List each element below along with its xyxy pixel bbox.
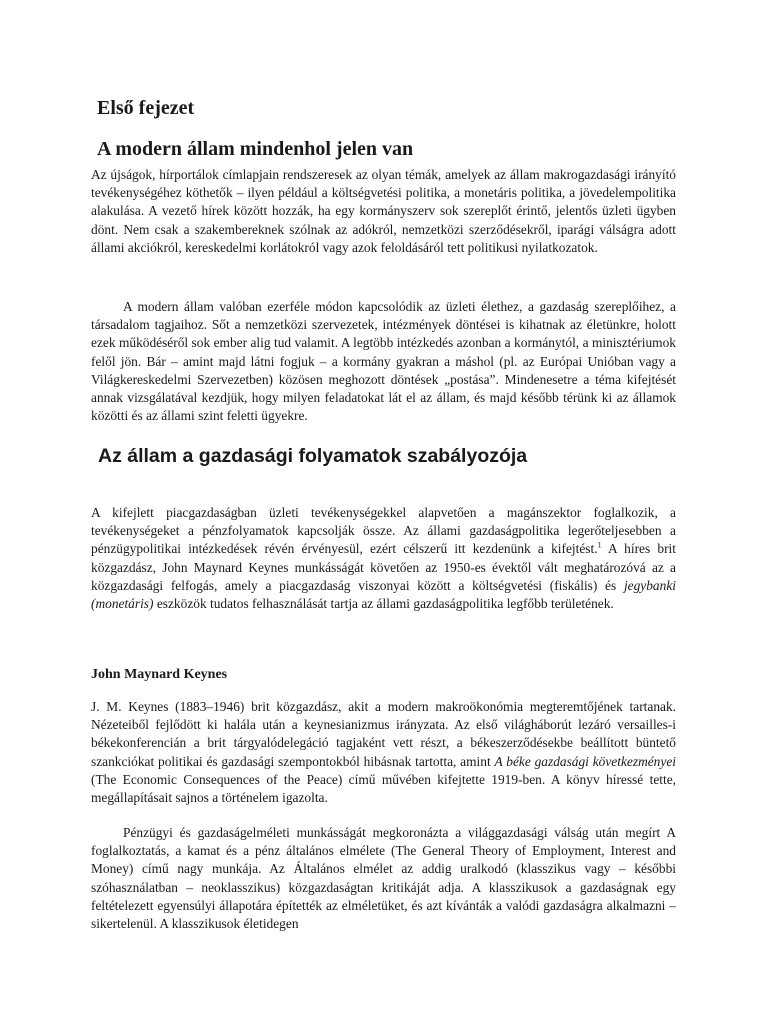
keynes-paragraph-1-part-a: J. M. Keynes (1883–1946) brit közgazdász, akit a modern makroökonómia megteremtőjének tartanak. Nézeteiből fejlődött ki halála után a keynesianizmus irányzata. Az első világháborút lezáró versailles-i békekonferencián a brit tárgyalódelegáció tagjaként vett részt, a békeszerződésekbe beállított büntető szankciókat politikai és gazdasági szempontokból hibásnak tartotta, amint xyxy=(91,699,676,769)
section-paragraph-part-a: A kifejlett piacgazdaságban üzleti tevékenységekkel alapvetően a magánszektor foglalkozik, a tevékenységeket a pénzfolyamatok kapcsolják össze. Az állami gazdaságpolitika legerőteljesebben a pénzügypolitikai intézkedések révén érvényesül, ezért célszerű itt kezdenünk a kifejtést. xyxy=(91,505,676,557)
chapter-label: Első fejezet xyxy=(97,97,195,119)
keynes-book-title: A béke gazdasági következményei xyxy=(494,753,676,769)
section-paragraph-part-c: eszközök tudatos felhasználását tartja az állami gazdaságpolitika legfőbb területének. xyxy=(153,596,614,612)
section-paragraph-emphasis: jegybanki (monetáris) xyxy=(91,577,676,612)
keynes-paragraph-1 xyxy=(91,698,676,807)
section-title: Az állam a gazdasági folyamatok szabályozója xyxy=(98,445,528,467)
section-paragraph xyxy=(91,504,676,613)
keynes-box-title: John Maynard Keynes xyxy=(91,667,228,682)
keynes-paragraph-1-part-b: (The Economic Consequences of the Peace) című művében kifejtette 1919-ben. A könyv híressé tette, megállapításait sajnos a történelem igazolta. xyxy=(91,771,676,806)
section-paragraph-part-b: A híres brit közgazdász, John Maynard Keynes munkásságát követően az 1950-es évektől vált meghatározóvá az a közgazdasági felfogás, amely a piacgazdaság viszonyai között a költségvetési (fiskális) és xyxy=(91,541,676,593)
keynes-paragraph-2: Pénzügyi és gazdaságelméleti munkásságát megkoronázta a világgazdasági válság után megírt A foglalkoztatás, a kamat és a pénz általános elmélete (The General Theory of Employment, Interest and Money) című nagy munkája. Az Általános elmélet az addig uralkodó (klasszikus vagy – későbbi szóhasználatban – neoklasszikus) közgazdaságtan kritikáját adja. A klasszikusok a gazdaságnak egy feltételezett egyensúlyi állapotára építették az elméletüket, és azt kívánták a valódi gazdaságra alkalmazni – sikertelenül. A klasszikusok életidegen xyxy=(91,825,676,932)
intro-paragraph-1: Az újságok, hírportálok címlapjain rendszeresek az olyan témák, amelyek az állam makrogazdasági irányító tevékenységéhez köthetők – ilyen például a költségvetési politika, a monetáris politika, a jövedelempolitika alakulása. A vezető hírek között hozzák, ha egy kormányszerv sok szereplőt érintő, jelentős üzleti ügyben dönt. Nem csak a szakembereknek szólnak az adókról, nemzetközi szerződésekről, iparági válságra adott állami akciókról, kereskedelmi korlátokról vagy azok feloldásáról tett politikusi nyilatkozatok. xyxy=(91,167,676,255)
chapter-title: A modern állam mindenhol jelen van xyxy=(97,138,414,160)
intro-paragraph-2: A modern állam valóban ezerféle módon kapcsolódik az üzleti élethez, a gazdaság szereplőihez, a társadalom tagjaihoz. Sőt a nemzetközi szervezetek, intézmények döntései is kihatnak az életünkre, holott ezek működéséről sok ember alig tud valamit. A legtöbb intézkedés azonban a kormánytól, a minisztériumok felől jön. Bár – amint majd látni fogjuk – a kormány gyakran a máshol (pl. az Európai Unióban vagy a Világkereskedelmi Szervezetben) közösen meghozott döntések „postása”. Mindenesetre a téma kifejtését annak vizsgálatával kezdjük, hogy milyen feladatokat lát el az állam, és majd később térünk ki az államok közötti és az állami szint feletti ügyekre. xyxy=(91,299,676,424)
footnote-reference[interactable]: 1 xyxy=(597,540,602,550)
